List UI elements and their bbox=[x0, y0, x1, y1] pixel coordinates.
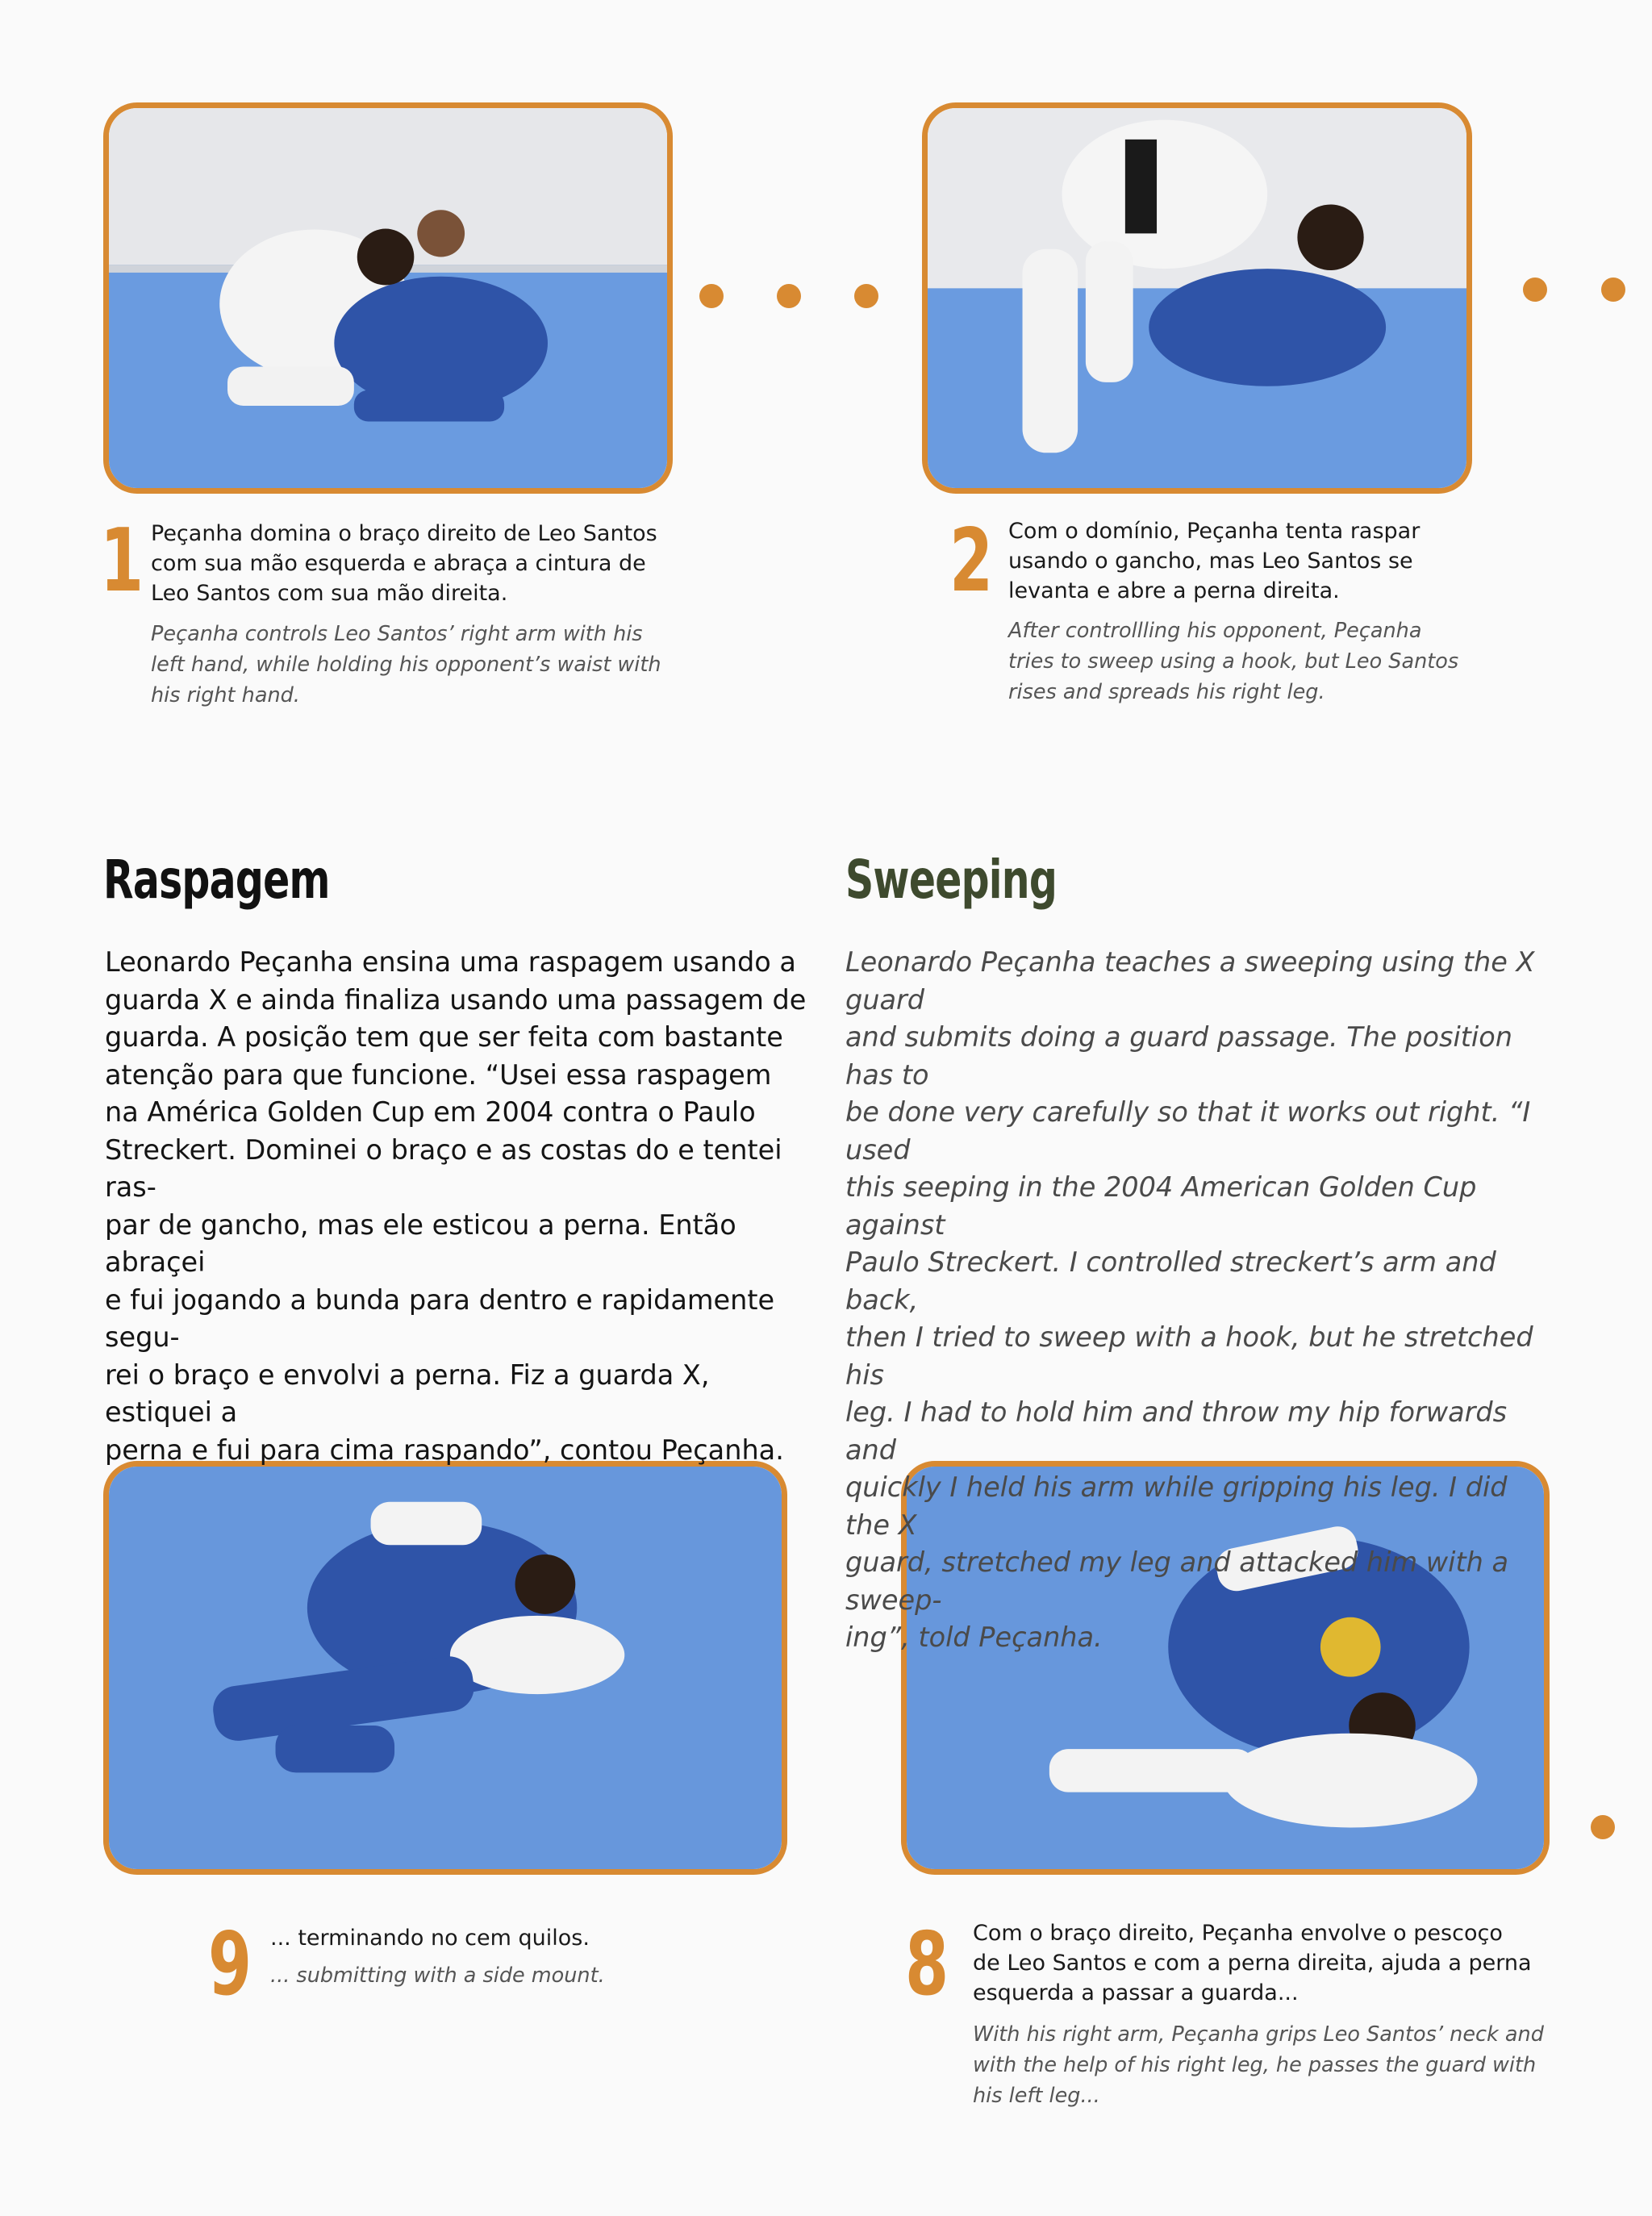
photo-step-2 bbox=[922, 102, 1472, 494]
caption-en-step-2: After controllling his opponent, Peçanha tries to sweep using a hook, but Leo Santos rises and spreads his right leg. bbox=[1008, 619, 1459, 704]
photo-step-2-image bbox=[928, 108, 1466, 488]
decorative-dot bbox=[1523, 278, 1547, 302]
step-number-2: 2 bbox=[949, 511, 994, 611]
article-body-pt: Leonardo Peçanha ensina uma raspagem usando a guarda X e ainda finaliza usando uma passagem de guarda. A posição tem que ser feita com bastante atenção para que funcione. “Usei essa raspagem na América Golden Cup em 2004 contra o Paulo Streckert. Dominei o braço e as costas do e tentei ras- par de gancho, mas ele esticou a perna. Então abraçei e fui jogando a bunda para dentro e rapidamente segu- rei o braço e envolvi a perna. Fiz a guarda X, estiquei a perna e fui para cima raspando”, contou Peçanha. bbox=[105, 946, 807, 1466]
caption-en-step-9: ... submitting with a side mount. bbox=[270, 1964, 605, 1988]
heading-pt: Raspagem bbox=[103, 849, 330, 911]
decorative-dot bbox=[1601, 278, 1625, 302]
decorative-dot bbox=[777, 284, 801, 308]
caption-en-step-1: Peçanha controls Leo Santos’ right arm with his left hand, while holding his opponent’s waist with his right hand. bbox=[151, 622, 661, 707]
caption-en-step-8: With his right arm, Peçanha grips Leo Santos’ neck and with the help of his right leg, he passes the guard with his left leg... bbox=[973, 2022, 1544, 2108]
photo-step-9-image bbox=[109, 1467, 782, 1869]
heading-en: Sweeping bbox=[845, 849, 1058, 911]
decorative-dot bbox=[1591, 1815, 1615, 1839]
step-number-1: 1 bbox=[100, 511, 144, 611]
decorative-dot bbox=[854, 284, 878, 308]
step-number-8: 8 bbox=[905, 1914, 949, 2015]
step-number-9: 9 bbox=[208, 1914, 252, 2015]
photo-step-1-image bbox=[109, 108, 667, 488]
caption-pt-step-9: ... terminando no cem quilos. bbox=[270, 1926, 590, 1951]
photo-step-9 bbox=[103, 1461, 787, 1875]
caption-pt-step-8: Com o braço direito, Peçanha envolve o pescoço de Leo Santos e com a perna direita, ajuda a perna esquerda a passar a guarda... bbox=[973, 1921, 1532, 2005]
article-body-en: Leonardo Peçanha teaches a sweeping using the X guard and submits doing a guard passage. The position has to be done very carefully so that it works out right. “I used this seeping in the 2004 American Golden Cup against Paulo Streckert. I controlled streckert’s arm and back, then I tried to sweep with a hook, but he stretched his leg. I had to hold him and throw my hip forwards and quickly I held his arm while gripping his leg. I did the X guard, stretched my leg and attacked him with a sweep- ing”, told Peçanha. bbox=[845, 946, 1535, 1653]
photo-step-1 bbox=[103, 102, 673, 494]
caption-pt-step-1: Peçanha domina o braço direito de Leo Santos com sua mão esquerda e abraça a cintura de Leo Santos com sua mão direita. bbox=[151, 521, 657, 606]
decorative-dot bbox=[699, 284, 724, 308]
caption-pt-step-2: Com o domínio, Peçanha tenta raspar usando o gancho, mas Leo Santos se levanta e abre a perna direita. bbox=[1008, 519, 1420, 603]
